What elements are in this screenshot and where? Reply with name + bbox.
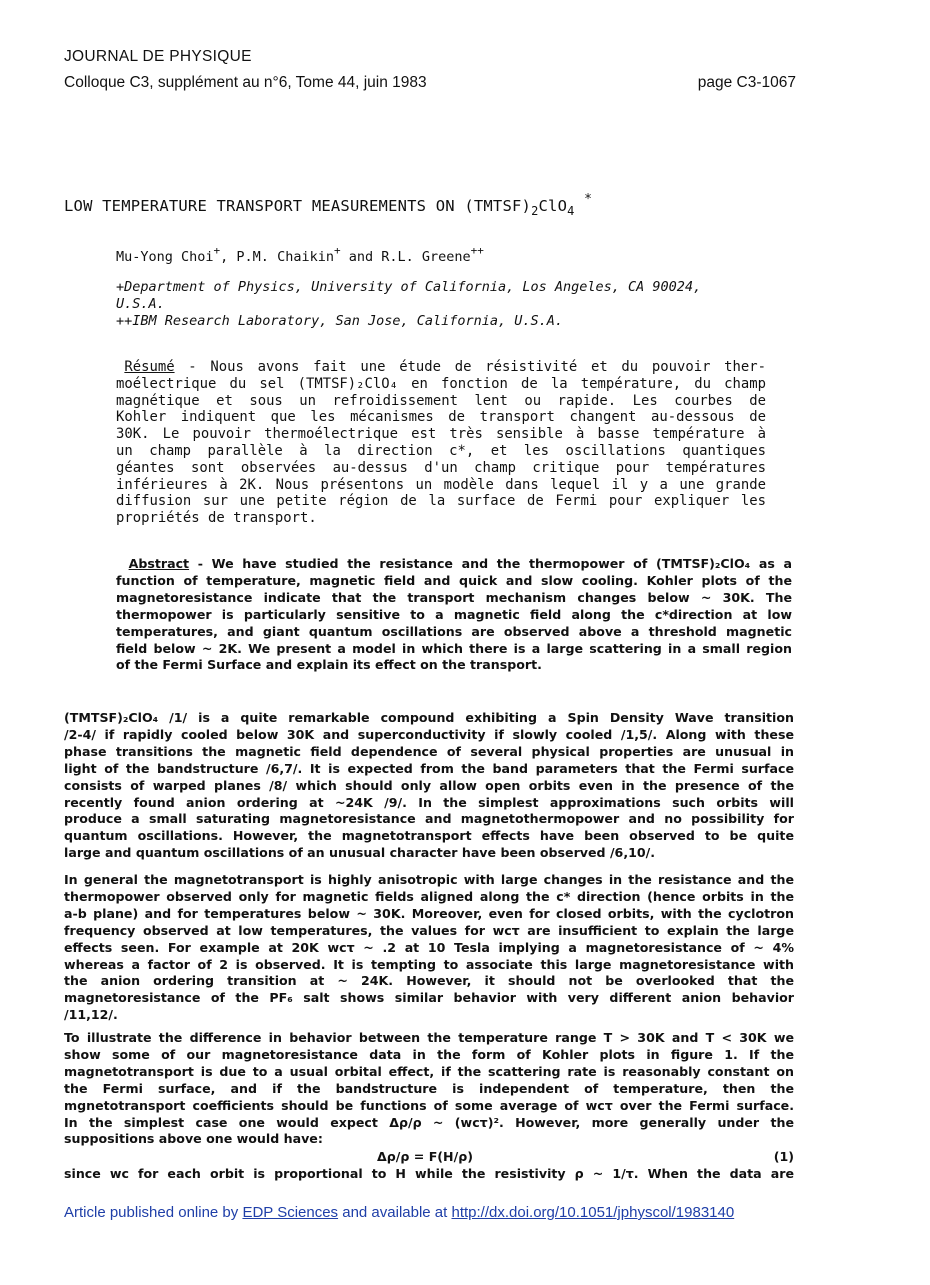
body-line: produce a small saturating magnetoresistance and magnetothermopower and no possibility for <box>64 811 794 827</box>
footer-middle: and available at <box>338 1204 452 1221</box>
resume-line: un champ parallèle à la direction c*, et les oscillations quantiques <box>116 442 766 459</box>
resume-line: inférieures à 2K. Nous présentons un modèle dans lequel il y a une grande <box>116 476 766 493</box>
body-line: whereas a factor of 2 is observed. It is tempting to associate this large magnetoresistance with <box>64 956 794 972</box>
title-subscript-2: 2 <box>531 204 539 218</box>
title-subscript-4: 4 <box>567 204 575 218</box>
affiliation-ucla <box>116 279 756 313</box>
body-line: To illustrate the difference in behavior between the temperature range T > 30K and T < 30K we <box>64 1030 794 1045</box>
doi-link[interactable]: http://dx.doi.org/10.1051/jphyscol/1983140 <box>451 1204 735 1221</box>
body-line: In general the magnetotransport is highly anisotropic with large changes in the resistance and the <box>64 872 794 887</box>
body-line: frequency observed at low temperatures, the values for wcτ are insufficient to explain the large <box>64 922 794 938</box>
abstract-line: thermopower is particularly sensitive to a magnetic field along the c*direction at low <box>116 606 792 622</box>
resume-line: 30K. Le pouvoir thermoélectrique est très sensible à basse température à <box>116 426 766 443</box>
equation: Δρ/ρ = F(H/ρ) <box>377 1149 473 1164</box>
body-paragraph-2 <box>64 872 794 1024</box>
author-3: and R.L. Greene <box>340 249 471 265</box>
abstract-line <box>116 556 792 573</box>
body-line: /11,12/. <box>64 1007 118 1023</box>
footer-prefix: Article published online by <box>64 1204 243 1221</box>
body-paragraph-4 <box>64 1166 794 1183</box>
body-line: show some of our magnetoresistance data in the form of Kohler plots in figure 1. If the <box>64 1046 794 1062</box>
author-2: , P.M. Chaikin <box>220 249 334 265</box>
author-1: Mu-Yong Choi <box>116 249 214 265</box>
affiliation-ibm <box>116 313 756 330</box>
body-line: effects seen. For example at 20K wcτ ~ .2 at 10 Tesla implying a magnetoresistance of ~ 4% <box>64 939 794 955</box>
resume-line: moélectrique du sel (TMTSF)₂ClO₄ en fonction de la température, du champ <box>116 375 766 392</box>
body-line: recently found anion ordering at ~24K /9/. In the simplest approximations such orbits will <box>64 794 794 810</box>
abstract-line: function of temperature, magnetic field and quick and slow cooling. Kohler plots of the <box>116 572 792 588</box>
issue-info: Colloque C3, supplément au n°6, Tome 44, juin 1983 <box>64 74 427 91</box>
resume-label: Résumé <box>124 359 175 375</box>
resume-line: Kohler indiquent que les mécanismes de transport changent au-dessous de <box>116 409 766 426</box>
body-line: magnetoresistance of the PF₆ salt shows similar behavior with very different anion behavior <box>64 990 794 1006</box>
abstract-text: - We have studied the resistance and the thermopower of (TMTSF)₂ClO₄ as a <box>189 556 792 571</box>
body-line: thermopower observed only for magnetic fields aligned along the c* direction (hence orbits in the <box>64 888 794 904</box>
body-line: light of the bandstructure /6,7/. It is expected from the band parameters that the Fermi surface <box>64 760 794 776</box>
author-1-mark: + <box>213 244 221 257</box>
abstract-block <box>116 556 792 674</box>
resume-line: magnétique et sous un refroidissement lent ou rapide. Les courbes de <box>116 392 766 409</box>
paper-title <box>64 192 592 218</box>
body-line: a-b plane) and for temperatures below ~ 30K. Moreover, even for closed orbits, with the cyclotron <box>64 905 794 921</box>
body-line: phase transitions the magnetic field dependence of several physical properties are unusual in <box>64 743 794 759</box>
body-line: large and quantum oscillations of an unusual character have been observed /6,10/. <box>64 845 656 861</box>
affiliation-line: U.S.A. <box>116 296 165 312</box>
journal-name: JOURNAL DE PHYSIQUE <box>64 48 252 65</box>
body-paragraph-1 <box>64 710 794 862</box>
publication-footer <box>64 1204 734 1221</box>
resume-line: géantes sont observées au-dessus d'un champ critique pour températures <box>116 459 766 476</box>
resume-line: propriétés de transport. <box>116 510 317 527</box>
body-line: /2-4/ if rapidly cooled below 30K and superconductivity if slowly cooled /1,5/. Along with these <box>64 726 794 742</box>
body-line: quantum oscillations. However, the magnetotransport effects have been observed to be quite <box>64 828 794 844</box>
affiliation-line: +Department of Physics, University of California, Los Angeles, CA 90024, <box>116 279 702 295</box>
abstract-line: of the Fermi Surface and explain its effect on the transport. <box>116 657 542 673</box>
body-line: suppositions above one would have: <box>64 1131 323 1147</box>
body-line: In the simplest case one would expect Δρ/ρ ~ (wcτ)². However, more generally under the <box>64 1114 794 1130</box>
abstract-label: Abstract <box>128 556 190 571</box>
author-3-mark: ++ <box>470 244 484 257</box>
author-list <box>116 244 484 265</box>
title-footnote-mark: * <box>584 192 593 207</box>
body-line: the anion ordering transition at ~ 24K. However, it should not be overlooked that the <box>64 973 794 989</box>
affiliation-line: ++IBM Research Laboratory, San Jose, California, U.S.A. <box>116 313 564 329</box>
resume-block <box>116 359 766 527</box>
body-line: magnetotransport is due to a usual orbital effect, if the scattering rate is reasonably constant on <box>64 1063 794 1079</box>
abstract-line: temperatures, and giant quantum oscillations are observed above a threshold magnetic <box>116 623 792 639</box>
resume-text: - Nous avons fait une étude de résistivité et du pouvoir ther- <box>174 359 766 375</box>
body-paragraph-3 <box>64 1030 794 1148</box>
body-line: since wc for each orbit is proportional to H while the resistivity ρ ~ 1/τ. When the data are <box>64 1166 794 1181</box>
author-2-mark: + <box>333 244 341 257</box>
body-line: the Fermi surface, and if the bandstructure is independent of temperature, then the <box>64 1080 794 1096</box>
title-prefix: LOW TEMPERATURE TRANSPORT MEASUREMENTS ON (TMTSF) <box>64 197 532 215</box>
body-line: consists of warped planes /8/ which should only allow open orbits even in the presence of the <box>64 777 794 793</box>
abstract-line: magnetoresistance indicate that the transport mechanism changes below ~ 30K. The <box>116 589 792 605</box>
resume-line: diffusion sur une petite région de la surface de Fermi pour expliquer les <box>116 493 766 510</box>
equation-number: (1) <box>773 1149 794 1164</box>
body-line: (TMTSF)₂ClO₄ /1/ is a quite remarkable compound exhibiting a Spin Density Wave transition <box>64 710 794 725</box>
title-mid: ClO <box>538 197 568 215</box>
abstract-line: field below ~ 2K. We present a model in which there is a large scattering in a small region <box>116 640 792 656</box>
publisher-link[interactable]: EDP Sciences <box>242 1204 339 1221</box>
resume-line <box>116 359 766 376</box>
page-number: page C3-1067 <box>697 74 796 91</box>
body-line: mgnetotransport coefficients should be functions of some average of wcτ over the Fermi surface. <box>64 1097 794 1113</box>
